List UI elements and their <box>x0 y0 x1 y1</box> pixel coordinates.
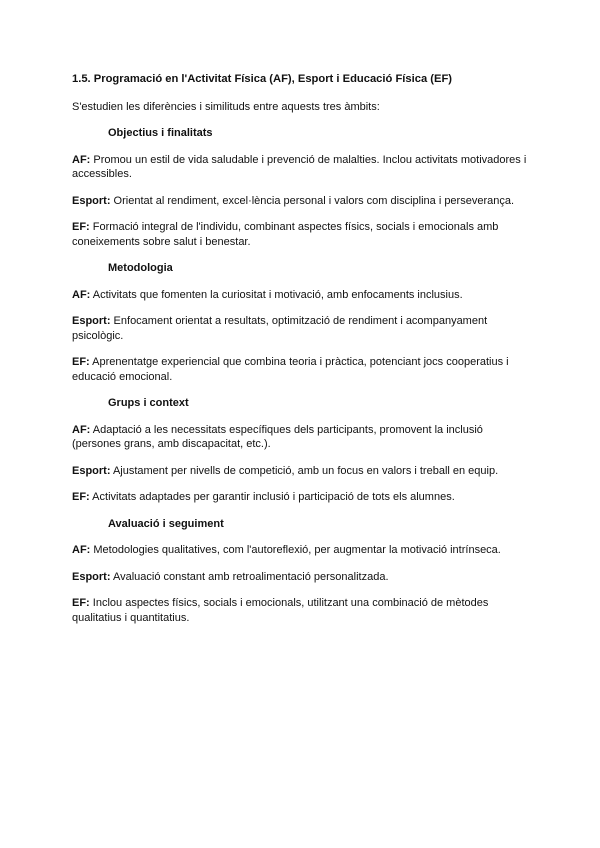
intro-text: S'estudien les diferències i similituds entre aquests tres àmbits: <box>72 100 380 113</box>
item-label: Esport: <box>72 194 111 207</box>
list-item <box>72 543 528 558</box>
item-text: Avaluació constant amb retroalimentació personalitzada. <box>110 570 389 583</box>
section-title: 1.5. Programació en l'Activitat Física (AF), Esport i Educació Física (EF) <box>72 73 453 85</box>
item-text: Adaptació a les necessitats específiques dels participants, promovent la inclusió (persones grans, amb discapacitat, etc.). <box>72 423 483 450</box>
list-item <box>72 194 528 209</box>
item-text: Activitats adaptades per garantir inclusió i participació de tots els alumnes. <box>89 491 455 503</box>
section-objectives <box>72 126 528 249</box>
item-label: EF: <box>72 491 90 503</box>
section-heading: Avaluació i seguiment <box>108 517 224 530</box>
item-label: Esport: <box>72 570 111 583</box>
list-item <box>72 288 528 303</box>
item-text: Ajustament per nivells de competició, amb un focus en valors i treball en equip. <box>110 464 499 477</box>
item-text: Activitats que fomenten la curiositat i motivació, amb enfocaments inclusius. <box>90 288 463 301</box>
section-evaluation <box>72 517 528 626</box>
list-item <box>72 314 528 343</box>
section-heading: Grups i context <box>108 397 189 409</box>
section-heading: Objectius i finalitats <box>108 127 213 139</box>
list-item <box>72 464 528 479</box>
list-item <box>72 220 528 249</box>
document-page <box>72 72 528 637</box>
item-label: AF: <box>72 288 91 301</box>
section-groups-context <box>72 396 528 505</box>
item-text: Orientat al rendiment, excel·lència personal i valors com disciplina i perseverança. <box>110 194 515 207</box>
item-label: Esport: <box>72 315 111 327</box>
item-label: EF: <box>72 356 90 368</box>
list-item <box>72 355 528 384</box>
item-text: Metodologies qualitatives, com l'autoreflexió, per augmentar la motivació intrínseca. <box>90 544 501 556</box>
item-label: AF: <box>72 423 91 436</box>
list-item <box>72 570 528 585</box>
item-label: EF: <box>72 597 90 609</box>
item-label: EF: <box>72 221 90 233</box>
item-label: AF: <box>72 153 91 166</box>
item-label: Esport: <box>72 464 111 477</box>
item-label: AF: <box>72 544 91 556</box>
list-item <box>72 596 528 625</box>
item-text: Aprenentatge experiencial que combina teoria i pràctica, potenciant jocs cooperatius i educació emocional. <box>72 356 509 383</box>
section-methodology <box>72 261 528 384</box>
item-text: Inclou aspectes físics, socials i emocionals, utilitzant una combinació de mètodes qualitatius i quantitatius. <box>72 597 489 624</box>
list-item <box>72 490 528 505</box>
item-text: Enfocament orientat a resultats, optimització de rendiment i acompanyament psicològic. <box>72 315 488 342</box>
list-item <box>72 423 528 452</box>
item-text: Promou un estil de vida saludable i prevenció de malalties. Inclou activitats motivadores i accessibles. <box>72 153 527 180</box>
list-item <box>72 153 528 182</box>
section-heading: Metodologia <box>108 262 173 274</box>
item-text: Formació integral de l'individu, combinant aspectes físics, socials i emocionals amb coneixements sobre salut i benestar. <box>72 221 499 248</box>
